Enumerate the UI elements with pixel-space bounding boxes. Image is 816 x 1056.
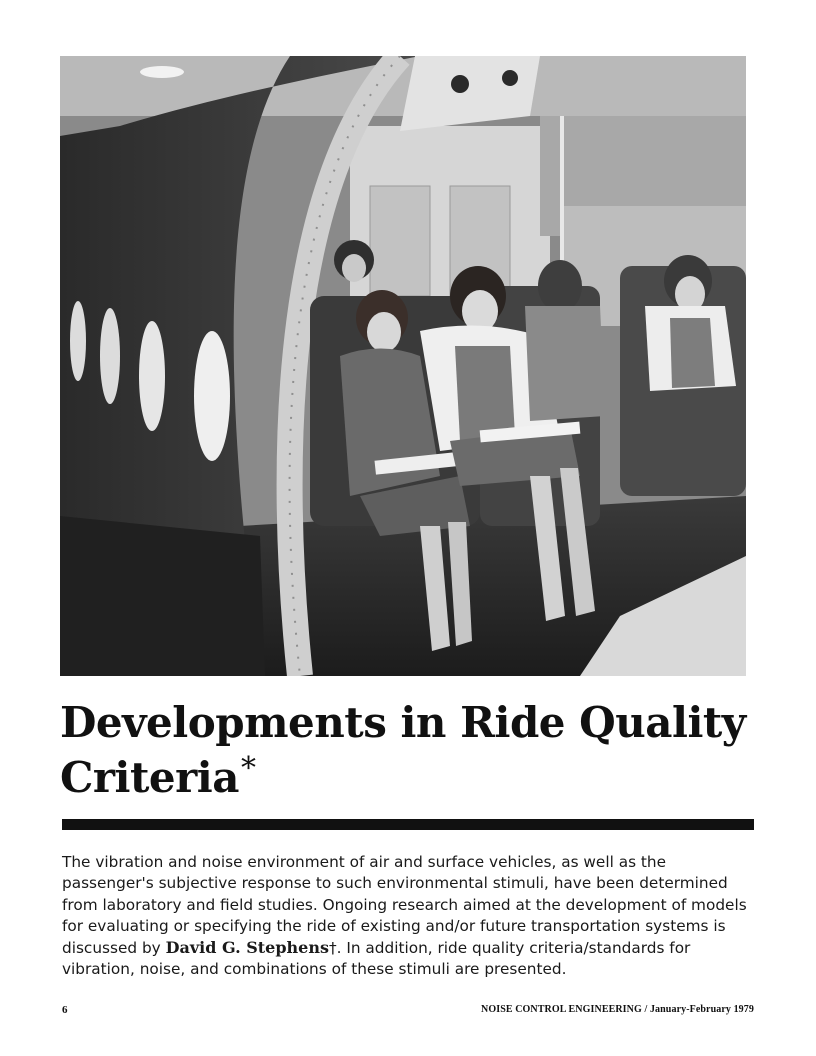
author-name: David G. Stephens bbox=[165, 938, 329, 958]
title-footnote-mark: * bbox=[240, 751, 256, 786]
title-text: Developments in Ride Quality Criteria bbox=[60, 698, 746, 802]
journal-running-footer: NOISE CONTROL ENGINEERING / January-February 1979 bbox=[481, 1004, 754, 1015]
abstract bbox=[62, 852, 762, 981]
aircraft-cabin-simulator-photo bbox=[60, 56, 746, 676]
abstract-text-start: The vibration and noise environment of air and surface vehicles, as well as the passenger's subjective response to such environmental stimuli, have been determined from laboratory and field studies. Ongoing research aimed at the development of models for evaluating or specifying the ride of existing and/or future transportation systems is discussed by bbox=[62, 853, 747, 958]
cover-photo bbox=[60, 56, 746, 676]
article-title bbox=[60, 700, 760, 801]
abstract-text-end: . In addition, ride quality criteria/standards for vibration, noise, and combinations of these stimuli are presented. bbox=[62, 939, 691, 979]
author-footnote-mark: † bbox=[328, 939, 337, 958]
page-number: 6 bbox=[62, 1004, 68, 1016]
title-divider bbox=[62, 819, 754, 830]
